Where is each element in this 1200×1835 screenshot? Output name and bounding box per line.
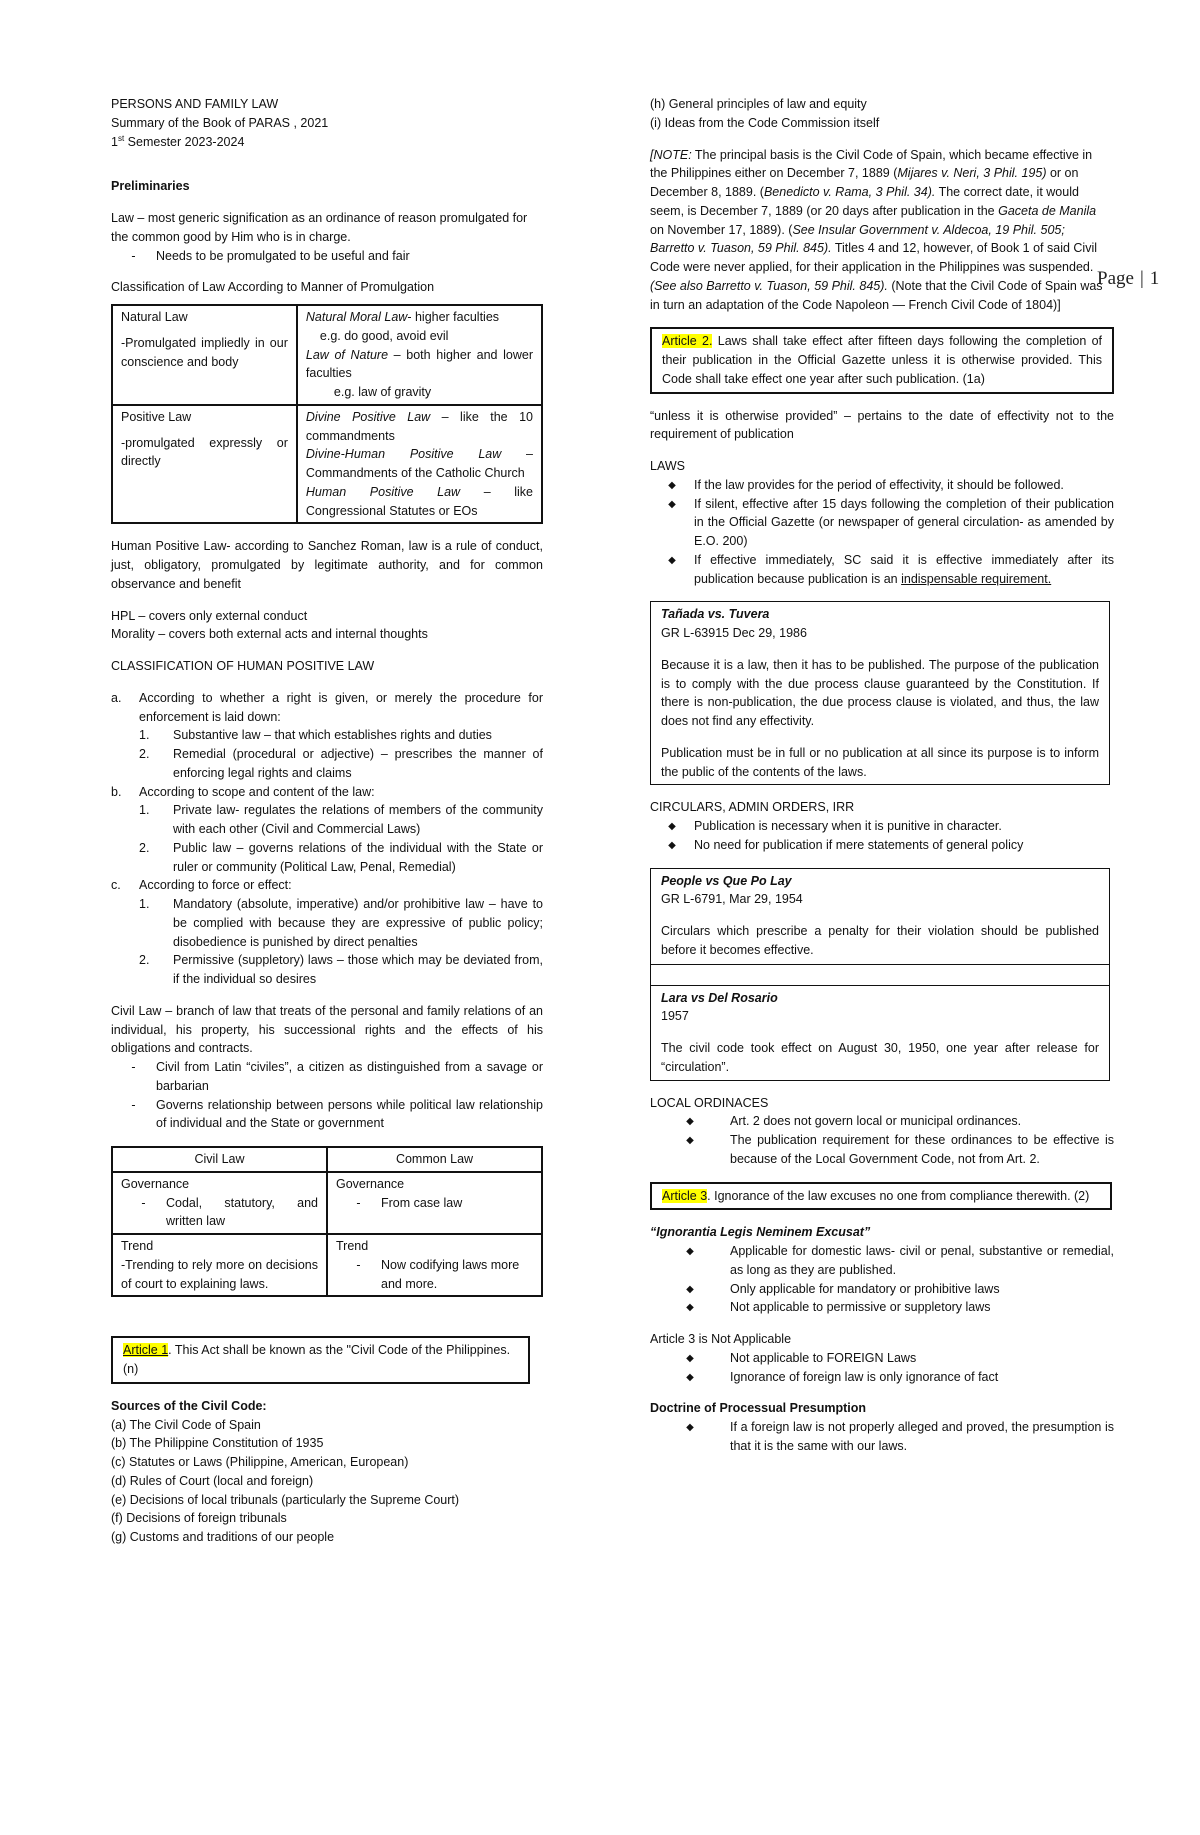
not-applicable-title: Article 3 is Not Applicable — [650, 1332, 792, 1346]
natural-law-label: Natural Law — [121, 310, 188, 325]
source-item: (a) The Civil Code of Spain — [111, 1417, 261, 1432]
common-law-header: Common Law — [327, 1147, 542, 1172]
article-1-text: . This Act shall be known as the "Civil Code of the Philippines. (n) — [123, 1343, 511, 1377]
item-text: If silent, effective after 15 days following the completion of their publication in the Official Gazette (or newspaper of general circulation- as amended by E.O. 200) — [694, 496, 1114, 548]
laws-title: LAWS — [650, 459, 685, 473]
case-text: Circulars which prescribe a penalty for their violation should be published before it becomes effective. — [661, 924, 1099, 957]
divine-human-positive-law: Divine-Human Positive Law — [305, 447, 502, 462]
natural-moral-law-desc: - higher faculties — [407, 310, 500, 325]
civil-trend-cell — [112, 1234, 327, 1296]
natural-moral-law: Natural Moral Law — [305, 310, 408, 325]
sem-sup: st — [117, 133, 125, 143]
divine-human-positive-law-desc: – Commandments of the Catholic Church — [305, 447, 533, 481]
source-item: (g) Customs and traditions of our people — [111, 1530, 335, 1545]
page-word: Page — [1097, 268, 1134, 289]
list-item: ◆ If the law provides for the period of effectivity, it should be followed. — [650, 476, 1114, 495]
ignorantia-list — [650, 1242, 1114, 1317]
civil-law-definition: Civil Law – branch of law that treats of the personal and family relations of an individual, his property, his successional rights and the effects of his obligations and contracts. — [111, 1003, 543, 1056]
hpl-classification-title: CLASSIFICATION OF HUMAN POSITIVE LAW — [111, 659, 375, 674]
article-2-box — [650, 327, 1114, 393]
law-definition: Law – most generic signification as an ordinance of reason promulgated for the common good by Him who is in charge. — [111, 211, 528, 244]
unless-provided-note: “unless it is otherwise provided” – pertains to the date of effectivity not to the requirement of publication — [650, 408, 1114, 442]
page-num: 1 — [1149, 268, 1160, 289]
trend-text: Now codifying laws more and more. — [381, 1257, 520, 1291]
item-text: Ignorance of foreign law is only ignorance of fact — [730, 1369, 999, 1384]
item-underlined: indispensable requirement. — [901, 571, 1052, 586]
item-text: Permissive (suppletory) laws – those which may be deviated from, if the individual so desires — [173, 953, 543, 987]
item-text: According to scope and content of the law: — [139, 784, 375, 799]
case-name: Tañada vs. Tuvera — [661, 607, 770, 622]
positive-law-desc: -promulgated expressly or directly — [121, 435, 288, 469]
case-text: The civil code took effect on August 30, 1950, one year after release for “circulation”. — [661, 1041, 1099, 1074]
law-of-nature-desc: – both higher and lower faculties — [305, 347, 533, 381]
civil-dash-text: Governs relationship between persons while political law relationship of individual and the State or government — [156, 1097, 543, 1131]
law-of-nature: Law of Nature — [305, 347, 389, 362]
item-text: Applicable for domestic laws- civil or penal, substantive or remedial, as long as they are published. — [730, 1244, 1114, 1277]
source-item: (f) Decisions of foreign tribunals — [111, 1511, 287, 1526]
law-dash-text: Needs to be promulgated to be useful and fair — [156, 248, 410, 263]
case-year: 1957 — [661, 1009, 689, 1024]
note-text: on November 17, 1889). ( — [650, 222, 793, 237]
divine-positive-law: Divine Positive Law — [305, 409, 431, 424]
circulars-list — [650, 817, 1114, 855]
not-applicable-list — [650, 1349, 1114, 1387]
hpl-classification-list — [111, 689, 543, 989]
note-text: or on December 8, 1889. ( — [650, 166, 1079, 199]
item-text: The publication requirement for these ordinances to be effective is because of the Local Government Code, not from Art. 2. — [730, 1133, 1114, 1166]
list-item — [111, 783, 543, 877]
article-2-label: Article 2. — [662, 334, 713, 349]
item-text: No need for publication if mere statements of general policy — [694, 837, 1024, 852]
civil-dash-text: Civil from Latin “civiles”, a citizen as distinguished from a savage or barbarian — [156, 1060, 543, 1093]
case-lara-box — [650, 986, 1110, 1081]
note-citation: Gaceta de Manila — [998, 203, 1097, 218]
doc-title: PERSONS AND FAMILY LAW — [111, 97, 279, 111]
list-item: ◆ Not applicable to FOREIGN Laws — [650, 1349, 1114, 1368]
list-item: ◆ Ignorance of foreign law is only ignorance of fact — [650, 1368, 1114, 1387]
source-item: (c) Statutes or Laws (Philippine, American, European) — [111, 1455, 409, 1470]
item-text: If the law provides for the period of effectivity, it should be followed. — [694, 477, 1064, 492]
case-gr: GR L-6791, Mar 29, 1954 — [661, 892, 803, 907]
list-item — [111, 689, 543, 783]
list-item: ◆ No need for publication if mere statements of general policy — [650, 836, 1114, 855]
governance-text: From case law — [381, 1195, 463, 1210]
item-text: Not applicable to permissive or suppletory laws — [730, 1300, 991, 1315]
human-positive-law: Human Positive Law — [305, 484, 461, 499]
doctrine-list — [650, 1418, 1114, 1456]
page-divider: | — [1139, 268, 1144, 289]
ignorantia-heading: “Ignorantia Legis Neminem Excusat” — [650, 1225, 871, 1240]
governance-label: Governance — [121, 1176, 190, 1191]
case-tanada-box — [650, 601, 1110, 785]
natural-moral-example: e.g. do good, avoid evil — [319, 328, 449, 343]
classification-title: Classification of Law According to Manner of Promulgation — [111, 280, 435, 295]
civil-law-header: Civil Law — [112, 1147, 327, 1172]
source-item: (h) General principles of law and equity — [650, 97, 867, 111]
trend-label: Trend — [336, 1239, 369, 1254]
hpl-covers: HPL – covers only external conduct — [111, 608, 308, 623]
governance-label: Governance — [336, 1176, 405, 1191]
note-text: (Note that the Civil Code of Spain was in turn an adaptation of the Code Napoleon — French Civil Code of 1804)] — [650, 278, 1103, 312]
hpl-definition: Human Positive Law- according to Sanchez Roman, law is a rule of conduct, just, obligatory, promulgated by legitimate authority, and for common observance and benefit — [111, 539, 543, 591]
item-letter: c. — [111, 878, 121, 893]
list-item: ◆ If effective immediately, SC said it is effective immediately after its publication because publication is an indispensable requirement. — [668, 552, 1114, 586]
item-text: Art. 2 does not govern local or municipal ordinances. — [730, 1114, 1022, 1129]
list-item: 2. Permissive (suppletory) laws – those which may be deviated from, if the individual so desires — [139, 951, 543, 989]
governance-text: Codal, statutory, and written law — [166, 1195, 318, 1229]
note-paragraph — [650, 146, 1105, 315]
note-citation: Benedicto v. Rama, 3 Phil. 34). — [763, 185, 936, 199]
preliminaries-heading: Preliminaries — [111, 179, 190, 194]
positive-law-label: Positive Law — [121, 409, 192, 424]
common-governance-cell: Governance - From case law — [327, 1172, 542, 1234]
list-item: ◆ Not applicable to permissive or suppletory laws — [650, 1298, 1114, 1317]
case-name: Lara vs Del Rosario — [661, 990, 778, 1005]
morality-covers: Morality – covers both external acts and internal thoughts — [111, 627, 428, 642]
item-text: Public law – governs relations of the individual with the State or ruler or community (Political Law, Penal, Remedial) — [173, 840, 543, 874]
note-citation: See Insular Government v. Aldecoa, 19 Phil. 505; Barretto v. Tuason, 59 Phil. 845). — [650, 222, 1065, 256]
article-1-box — [111, 1336, 530, 1384]
item-text: Not applicable to FOREIGN Laws — [730, 1350, 917, 1365]
case-text: Publication must be in full or no publication at all since its purpose is to inform the public of the contents of the laws. — [661, 745, 1099, 779]
list-item: 1. Private law- regulates the relations of members of the community with each other (Civil and Commercial Laws) — [139, 801, 543, 839]
source-item: (b) The Philippine Constitution of 1935 — [111, 1436, 324, 1451]
case-text: Because it is a law, then it has to be published. The purpose of the publication is to comply with the due process clause guaranteed by the Constitution. If there is non-publication, the due process clause is violated, and thus, the law does not find any effectivity. — [661, 657, 1099, 728]
case-people-box — [650, 868, 1110, 965]
item-letter: b. — [111, 784, 122, 799]
sources-title: Sources of the Civil Code: — [111, 1398, 267, 1413]
civil-vs-common-table — [111, 1146, 543, 1297]
note-text: The principal basis is the Civil Code of Spain, which became effective in the Philippines either on December 7, 1889 ( — [650, 147, 1093, 181]
left-column — [111, 95, 543, 1547]
source-item: (d) Rules of Court (local and foreign) — [111, 1473, 314, 1488]
list-item: ◆ Art. 2 does not govern local or municipal ordinances. — [650, 1112, 1114, 1131]
list-item: 1. Substantive law – that which establishes rights and duties — [139, 726, 543, 745]
item-text: According to whether a right is given, or merely the procedure for enforcement is laid down: — [139, 690, 543, 724]
list-item: 1. Mandatory (absolute, imperative) and/or prohibitive law – have to be complied with because they are expressive of public policy; disobedience is punished by direct penalties — [139, 895, 543, 951]
natural-law-cell — [112, 305, 297, 405]
doctrine-title: Doctrine of Processual Presumption — [650, 1401, 867, 1416]
list-item: ◆ Publication is necessary when it is punitive in character. — [650, 817, 1114, 836]
law-classification-table — [111, 304, 543, 524]
article-1-label: Article 1 — [123, 1343, 169, 1358]
note-citation: Mijares v. Neri, 3 Phil. 195) — [897, 166, 1047, 181]
item-text: Remedial (procedural or adjective) – prescribes the manner of enforcing legal rights and claims — [173, 747, 543, 780]
list-item: ◆ If silent, effective after 15 days following the completion of their publication in the Official Gazette (or newspaper of general circulation- as amended by E.O. 200) — [650, 495, 1114, 551]
positive-law-cell — [112, 405, 297, 524]
article-3-box — [650, 1182, 1112, 1211]
item-text: Publication is necessary when it is punitive in character. — [694, 819, 1002, 833]
note-citation: (See also Barretto v. Tuason, 59 Phil. 845). — [650, 278, 888, 293]
law-of-nature-example: e.g. law of gravity — [333, 385, 432, 400]
item-text: If a foreign law is not properly alleged and proved, the presumption is that it is the same with our laws. — [730, 1420, 1114, 1453]
trend-text: -Trending to rely more on decisions of court to explaining laws. — [121, 1257, 318, 1291]
list-item: ◆ Applicable for domestic laws- civil or penal, substantive or remedial, as long as they are published. — [650, 1242, 1114, 1280]
item-text: If effective immediately, SC said it is effective immediately after its publication because publication is an — [694, 552, 1114, 586]
item-text: Mandatory (absolute, imperative) and/or prohibitive law – have to be complied with because they are expressive of public policy; disobedience is punished by direct penalties — [173, 897, 543, 949]
local-ordinances-list — [650, 1112, 1114, 1168]
item-text: Only applicable for mandatory or prohibitive laws — [730, 1281, 1000, 1296]
positive-law-types-cell — [297, 405, 542, 524]
civil-governance-cell: Governance - Codal, statutory, and written law — [112, 1172, 327, 1234]
item-text: According to force or effect: — [139, 878, 292, 893]
natural-law-types-cell — [297, 305, 542, 405]
civil-dash-item: - Civil from Latin “civiles”, a citizen as distinguished from a savage or barbarian — [111, 1058, 543, 1096]
civil-dash-item: - Governs relationship between persons while political law relationship of individual and the State or government — [111, 1096, 543, 1134]
case-gr: GR L-63915 Dec 29, 1986 — [661, 626, 807, 640]
common-trend-cell: Trend - Now codifying laws more and more. — [327, 1234, 542, 1296]
case-spacer-row — [650, 965, 1110, 986]
list-item: 2. Public law – governs relations of the individual with the State or ruler or community (Political Law, Penal, Remedial) — [139, 839, 543, 877]
item-letter: a. — [111, 690, 122, 705]
article-3-label: Article 3 — [662, 1188, 708, 1203]
article-3-text: . Ignorance of the law excuses no one from compliance therewith. (2) — [707, 1188, 1090, 1203]
natural-law-desc: -Promulgated impliedly in our conscience and body — [121, 335, 288, 369]
divine-positive-law-desc: – like the 10 commandments — [305, 409, 533, 443]
sem-num: 1 — [111, 134, 118, 149]
case-name: People vs Que Po Lay — [661, 873, 792, 888]
list-item — [111, 876, 543, 989]
human-positive-law-desc: – like Congressional Statutes or EOs — [305, 484, 533, 518]
list-item: ◆ The publication requirement for these ordinances to be effective is because of the Local Government Code, not from Art. 2. — [650, 1131, 1114, 1169]
source-item: (i) Ideas from the Code Commission itself — [650, 115, 880, 130]
local-ordinances-title: LOCAL ORDINACES — [650, 1095, 769, 1110]
note-lead: [NOTE: — [650, 147, 692, 162]
note-text: The correct date, it would seem, is December 7, 1889 (or 20 days after publication in the — [650, 185, 1079, 218]
article-2-text: Laws shall take effect after fifteen days following the completion of their publication in the Official Gazette unless it is otherwise provided. This Code shall take effect one year after such publication. (1a) — [662, 334, 1102, 386]
law-dash-item: - Needs to be promulgated to be useful and fair — [111, 247, 543, 266]
laws-list — [650, 476, 1114, 589]
right-column — [650, 95, 1114, 1456]
list-item: ◆ Only applicable for mandatory or prohibitive laws — [650, 1280, 1114, 1299]
item-text: Substantive law – that which establishes rights and duties — [173, 728, 492, 743]
circulars-title: CIRCULARS, ADMIN ORDERS, IRR — [650, 800, 855, 815]
list-item: 2. Remedial (procedural or adjective) – prescribes the manner of enforcing legal rights and claims — [139, 745, 543, 783]
trend-label: Trend — [121, 1239, 154, 1254]
item-text: Private law- regulates the relations of members of the community with each other (Civil and Commercial Laws) — [173, 803, 543, 837]
doc-subtitle: Summary of the Book of PARAS , 2021 — [111, 115, 329, 130]
note-text: Titles 4 and 12, however, of Book 1 of said Civil Code were never applied, for their application in the Philippines was suspended. — [650, 241, 1098, 274]
list-item: ◆ If a foreign law is not properly alleged and proved, the presumption is that it is the same with our laws. — [650, 1418, 1114, 1456]
sem-rest: Semester 2023-2024 — [124, 134, 245, 149]
source-item: (e) Decisions of local tribunals (particularly the Supreme Court) — [111, 1492, 460, 1507]
doc-semester — [111, 133, 543, 152]
